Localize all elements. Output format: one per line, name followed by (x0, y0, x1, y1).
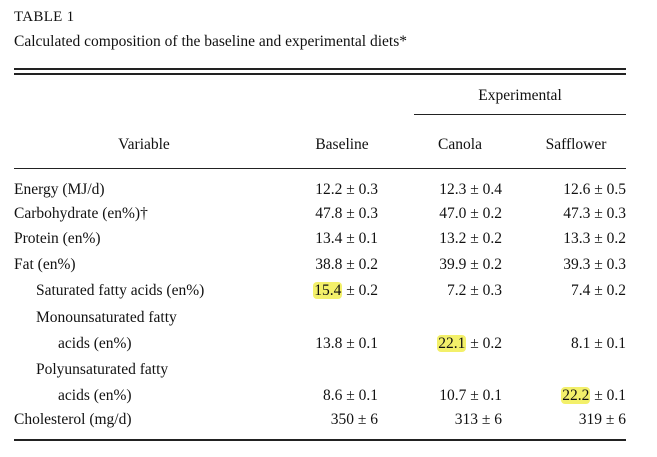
header-canola: Canola (438, 136, 482, 153)
highlight-mark: 22.1 (438, 335, 466, 352)
cell-canola (437, 335, 502, 353)
cell-safflower: 7.4 ± 0.2 (570, 282, 626, 299)
top-rule-1 (14, 68, 626, 70)
row-label: Monounsaturated fatty (36, 309, 177, 326)
spanner-experimental: Experimental (478, 87, 562, 104)
cell-canola: 7.2 ± 0.3 (446, 282, 502, 299)
cell-baseline: 8.6 ± 0.1 (322, 387, 378, 404)
cell-baseline: 47.8 ± 0.3 (315, 205, 378, 222)
header-variable: Variable (118, 136, 170, 153)
cell-safflower: 13.3 ± 0.2 (563, 230, 626, 247)
cell-canola: 47.0 ± 0.2 (439, 205, 502, 222)
table-row-saturated (0, 282, 657, 306)
cell-safflower: 8.1 ± 0.1 (570, 335, 626, 352)
table-row-poly-line2 (0, 387, 657, 411)
bottom-rule (14, 439, 626, 441)
cell-sd: ± 0.2 (466, 335, 502, 352)
spanner-rule (414, 114, 626, 115)
cell-safflower: 47.3 ± 0.3 (563, 205, 626, 222)
header-safflower: Safflower (545, 136, 607, 153)
cell-baseline (313, 282, 378, 300)
cell-canola: 313 ± 6 (454, 411, 502, 428)
cell-baseline: 13.8 ± 0.1 (315, 335, 378, 352)
cell-canola: 39.9 ± 0.2 (439, 256, 502, 273)
cell-sd: ± 0.2 (342, 282, 378, 299)
row-label: Protein (en%) (14, 230, 101, 247)
table-row-energy (0, 181, 657, 205)
top-rule-2 (14, 73, 626, 75)
cell-baseline: 350 ± 6 (330, 411, 378, 428)
cell-safflower: 319 ± 6 (578, 411, 626, 428)
row-label: Energy (MJ/d) (14, 181, 105, 198)
table-row-fat (0, 256, 657, 280)
cell-baseline: 12.2 ± 0.3 (315, 181, 378, 198)
header-rule (14, 168, 626, 169)
cell-safflower: 39.3 ± 0.3 (563, 256, 626, 273)
table-label: TABLE 1 (14, 9, 75, 25)
cell-canola: 10.7 ± 0.1 (439, 387, 502, 404)
table-row-poly-line1 (0, 361, 657, 385)
cell-baseline: 13.4 ± 0.1 (315, 230, 378, 247)
table-caption: Calculated composition of the baseline and experimental diets* (14, 33, 407, 50)
header-baseline: Baseline (315, 136, 369, 153)
cell-safflower (561, 387, 626, 405)
row-label: acids (en%) (58, 387, 132, 404)
row-label: Fat (en%) (14, 256, 76, 273)
table-row-cholesterol (0, 411, 657, 435)
cell-sd: ± 0.1 (590, 387, 626, 404)
row-label: Carbohydrate (en%)† (14, 205, 148, 222)
cell-safflower: 12.6 ± 0.5 (563, 181, 626, 198)
cell-baseline: 38.8 ± 0.2 (315, 256, 378, 273)
row-label: Cholesterol (mg/d) (14, 411, 132, 428)
row-label: Saturated fatty acids (en%) (36, 282, 205, 299)
row-label: Polyunsaturated fatty (36, 361, 169, 378)
table-row-protein (0, 230, 657, 254)
table-row-mono-line1 (0, 309, 657, 333)
table-row-mono-line2 (0, 335, 657, 359)
row-label: acids (en%) (58, 335, 132, 352)
cell-canola: 12.3 ± 0.4 (439, 181, 502, 198)
table-row-carbohydrate (0, 205, 657, 229)
highlight-mark: 22.2 (562, 387, 590, 404)
highlight-mark: 15.4 (314, 282, 342, 299)
cell-canola: 13.2 ± 0.2 (439, 230, 502, 247)
